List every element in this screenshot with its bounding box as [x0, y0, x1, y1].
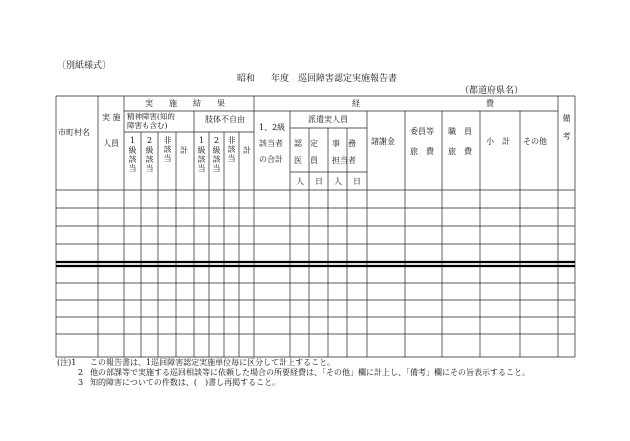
- physical-header: 肢体不自由: [205, 115, 245, 124]
- committee-header-b: 旅 費: [410, 147, 434, 156]
- clerk-a: 事 務: [332, 139, 356, 148]
- physical-grade2: 2級該当: [212, 136, 221, 173]
- physical-not-applicable: 非該当: [227, 136, 236, 163]
- results-header: 実 施 結 果: [145, 99, 225, 108]
- cert-doctor-b: 医 員: [294, 156, 318, 165]
- year-label: 年度: [271, 74, 290, 84]
- note-1-label: (注)1: [57, 358, 77, 367]
- report-title: 巡回障害認定実施報告書: [298, 74, 398, 84]
- grade12-total-b: 該当者: [259, 139, 283, 148]
- dispatched-header: 派遣実人員: [308, 115, 348, 124]
- implementation-header: 実 施: [102, 113, 121, 122]
- staff-header-a: 職 員: [448, 127, 472, 136]
- note-3: 知的障害についての件数は、( )書し再掲すること。: [90, 378, 281, 387]
- remarks-header: 備考: [562, 114, 571, 150]
- mental-header: 精神障害(知的: [127, 112, 175, 121]
- honorarium-header: 諸謝金: [371, 137, 395, 146]
- mental-header-2: 障害も含む): [127, 121, 168, 130]
- note-2-label: 2: [78, 368, 84, 377]
- committee-header-a: 委員等: [410, 127, 434, 136]
- persons-header: 人員: [103, 139, 119, 148]
- note-2: 他の部課等で実施する巡回相談等に依頼した場合の所要経費は、「その他」欄に計上し、「備考」欄にその旨表示すること。: [90, 368, 530, 377]
- cert-doctor-a: 認 定: [294, 139, 318, 148]
- subtotal-header: 小 計: [486, 137, 510, 146]
- staff-header-b: 旅 費: [448, 147, 472, 156]
- unit-person-1: 人: [296, 177, 304, 186]
- physical-total: 計: [243, 146, 251, 155]
- note-3-label: 3: [78, 378, 84, 387]
- prefecture-label: （都道府県名）: [460, 86, 524, 96]
- grade12-total-a: 1、2級: [259, 123, 286, 132]
- unit-day-1: 日: [315, 177, 323, 186]
- unit-day-2: 日: [353, 177, 361, 186]
- other-header: その他: [523, 137, 547, 146]
- grade12-total-c: の合計: [259, 155, 283, 164]
- form-label: 〔別紙様式〕: [57, 61, 112, 71]
- note-1: この報告書は、1巡回障害認定実施単位毎に区分して計上すること。: [90, 358, 336, 367]
- expenses-header-2: 費: [486, 99, 494, 108]
- era-label: 昭和: [237, 74, 256, 84]
- mental-not-applicable: 非該当: [163, 136, 172, 163]
- mental-grade2: 2級該当: [145, 136, 154, 173]
- clerk-b: 担当者: [332, 156, 356, 165]
- unit-person-2: 人: [334, 177, 342, 186]
- physical-grade1: 1級該当: [197, 136, 206, 173]
- expenses-header-1: 経: [352, 99, 360, 108]
- mental-total: 計: [180, 146, 188, 155]
- municipality-header: 市町村名: [58, 128, 90, 137]
- mental-grade1: 1級該当: [128, 136, 137, 173]
